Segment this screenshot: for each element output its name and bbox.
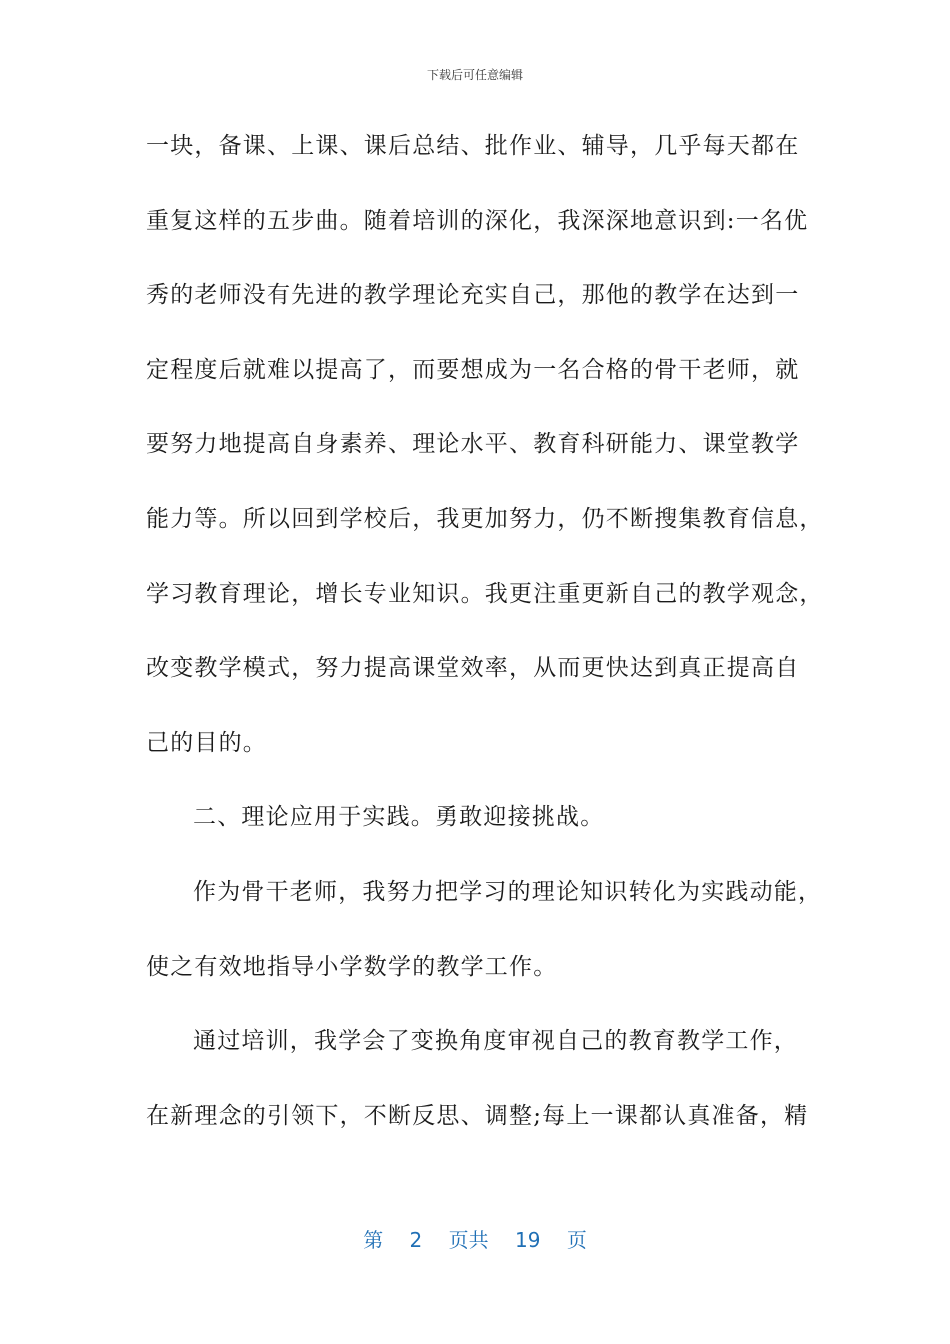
text-line-2: 重复这样的五步曲。随着培训的深化，我深深地意识到:一名优 — [146, 207, 809, 234]
footer-prefix: 第 — [363, 1228, 384, 1252]
footer-page-number: 2 — [409, 1228, 423, 1252]
text-line-6: 能力等。所以回到学校后，我更加努力，仍不断搜集教育信息， — [146, 505, 824, 532]
footer-middle: 页共 — [448, 1228, 489, 1252]
text-line-11: 作为骨干老师，我努力把学习的理论知识转化为实践动能， — [193, 878, 823, 905]
text-line-14: 在新理念的引领下，不断反思、调整;每上一课都认真准备，精 — [146, 1102, 809, 1129]
document-body — [146, 124, 824, 1168]
text-line-12: 使之有效地指导小学数学的教学工作。 — [146, 953, 558, 980]
text-line-13: 通过培训，我学会了变换角度审视自己的教育教学工作， — [193, 1028, 798, 1055]
page-header-note: 下载后可任意编辑 — [426, 68, 523, 82]
text-line-5: 要努力地提高自身素养、理论水平、教育科研能力、课堂教学 — [146, 431, 800, 458]
text-line-7: 学习教育理论，增长专业知识。我更注重更新自己的教学观念， — [146, 580, 824, 607]
text-line-3: 秀的老师没有先进的教学理论充实自己，那他的教学在达到一 — [146, 282, 800, 309]
text-line-1: 一块，备课、上课、课后总结、批作业、辅导，几乎每天都在 — [146, 133, 800, 159]
text-line-8: 改变教学模式，努力提高课堂效率，从而更快达到真正提高自 — [146, 655, 800, 682]
page-footer — [0, 1224, 950, 1253]
text-line-4: 定程度后就难以提高了，而要想成为一名合格的骨干老师，就 — [146, 356, 800, 383]
footer-suffix: 页 — [566, 1228, 587, 1252]
text-line-9: 己的目的。 — [146, 729, 267, 756]
footer-total-pages: 19 — [515, 1228, 541, 1252]
section-heading: 二、理论应用于实践。勇敢迎接挑战。 — [193, 804, 605, 831]
